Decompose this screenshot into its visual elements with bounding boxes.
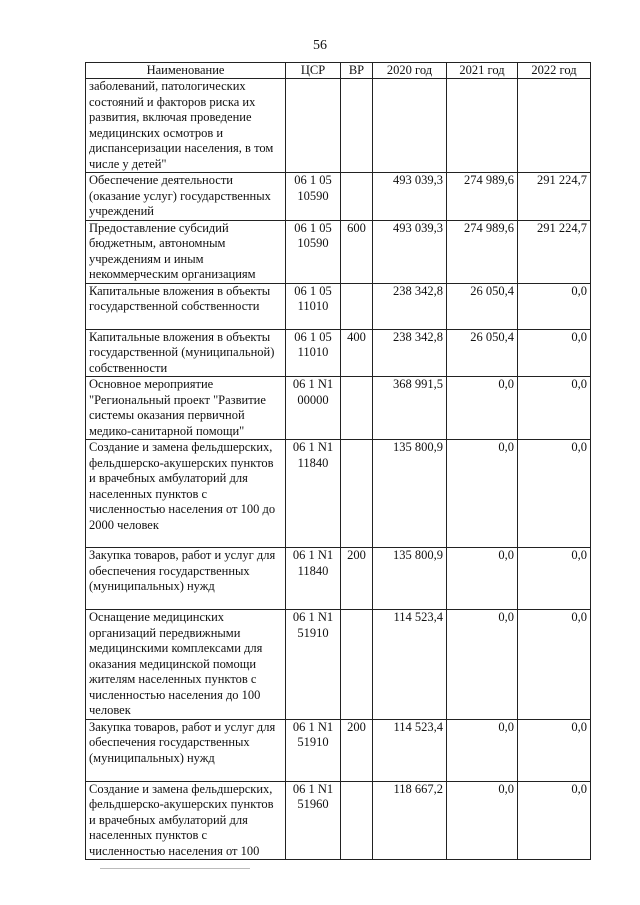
row-name: Создание и замена фельдшерских, фельдшерско-акушерских пунктов и врачебных амбулаторий для населенных пунктов с численностью населения от 100	[86, 781, 286, 860]
row-2021: 0,0	[447, 440, 518, 548]
row-vr: 200	[341, 719, 373, 781]
row-2022: 0,0	[518, 377, 591, 440]
row-2021	[447, 79, 518, 173]
row-vr	[341, 173, 373, 221]
row-vr: 600	[341, 220, 373, 283]
row-2020: 238 342,8	[373, 283, 447, 329]
row-csr: 06 1 05 11010	[286, 329, 341, 377]
row-name: Закупка товаров, работ и услуг для обеспечения государственных (муниципальных) нужд	[86, 719, 286, 781]
table-row	[86, 781, 591, 860]
row-name: Капитальные вложения в объекты государственной собственности	[86, 283, 286, 329]
row-name: Капитальные вложения в объекты государственной (муниципальной) собственности	[86, 329, 286, 377]
row-csr: 06 1 N1 51960	[286, 781, 341, 860]
row-2022	[518, 79, 591, 173]
table-row	[86, 173, 591, 221]
header-name: Наименование	[86, 63, 286, 79]
row-name: Закупка товаров, работ и услуг для обеспечения государственных (муниципальных) нужд	[86, 548, 286, 610]
row-2020: 118 667,2	[373, 781, 447, 860]
row-vr: 200	[341, 548, 373, 610]
row-vr	[341, 781, 373, 860]
header-csr: ЦСР	[286, 63, 341, 79]
header-2021: 2021 год	[447, 63, 518, 79]
table-row	[86, 610, 591, 720]
table-row	[86, 377, 591, 440]
row-name: заболеваний, патологических состояний и факторов риска их развития, включая проведение медицинских осмотров и диспансеризации населения, в том числе у детей"	[86, 79, 286, 173]
row-2022: 291 224,7	[518, 220, 591, 283]
row-2021: 26 050,4	[447, 329, 518, 377]
row-name: Создание и замена фельдшерских, фельдшерско-акушерских пунктов и врачебных амбулаторий для населенных пунктов с численностью населения от 100 до 2000 человек	[86, 440, 286, 548]
table-header-row	[86, 63, 591, 79]
row-csr: 06 1 N1 11840	[286, 440, 341, 548]
row-name: Основное мероприятие "Региональный проект "Развитие системы оказания первичной медико-санитарной помощи"	[86, 377, 286, 440]
row-vr	[341, 610, 373, 720]
header-2020: 2020 год	[373, 63, 447, 79]
row-csr: 06 1 N1 51910	[286, 610, 341, 720]
row-csr: 06 1 N1 00000	[286, 377, 341, 440]
row-2022: 0,0	[518, 329, 591, 377]
row-2020: 135 800,9	[373, 548, 447, 610]
row-vr	[341, 283, 373, 329]
row-csr: 06 1 N1 51910	[286, 719, 341, 781]
row-csr: 06 1 05 10590	[286, 220, 341, 283]
row-2021: 0,0	[447, 781, 518, 860]
page-number: 56	[313, 38, 327, 53]
row-2020: 114 523,4	[373, 719, 447, 781]
row-2021: 0,0	[447, 548, 518, 610]
table-row	[86, 329, 591, 377]
row-2021: 0,0	[447, 719, 518, 781]
table-row	[86, 283, 591, 329]
row-vr: 400	[341, 329, 373, 377]
table-row	[86, 440, 591, 548]
row-2021: 274 989,6	[447, 173, 518, 221]
bottom-divider	[100, 868, 250, 869]
row-2020: 493 039,3	[373, 173, 447, 221]
header-vr: ВР	[341, 63, 373, 79]
row-vr	[341, 377, 373, 440]
row-name: Обеспечение деятельности (оказание услуг) государственных учреждений	[86, 173, 286, 221]
row-name: Предоставление субсидий бюджетным, автономным учреждениям и иным некоммерческим организациям	[86, 220, 286, 283]
row-2020: 368 991,5	[373, 377, 447, 440]
row-2020: 493 039,3	[373, 220, 447, 283]
row-csr	[286, 79, 341, 173]
row-csr: 06 1 05 10590	[286, 173, 341, 221]
table-row	[86, 79, 591, 173]
table-row	[86, 548, 591, 610]
row-2022: 0,0	[518, 781, 591, 860]
row-2022: 291 224,7	[518, 173, 591, 221]
row-vr	[341, 79, 373, 173]
row-2021: 0,0	[447, 610, 518, 720]
row-2022: 0,0	[518, 719, 591, 781]
row-2021: 26 050,4	[447, 283, 518, 329]
row-csr: 06 1 05 11010	[286, 283, 341, 329]
row-vr	[341, 440, 373, 548]
row-2022: 0,0	[518, 283, 591, 329]
row-2020: 114 523,4	[373, 610, 447, 720]
row-2022: 0,0	[518, 548, 591, 610]
row-2020: 135 800,9	[373, 440, 447, 548]
row-2021: 0,0	[447, 377, 518, 440]
row-2020	[373, 79, 447, 173]
row-2022: 0,0	[518, 610, 591, 720]
row-2022: 0,0	[518, 440, 591, 548]
row-name: Оснащение медицинских организаций передвижными медицинскими комплексами для оказания медицинской помощи жителям населенных пунктов с численностью населения до 100 человек	[86, 610, 286, 720]
table-body	[86, 79, 591, 860]
row-2021: 274 989,6	[447, 220, 518, 283]
budget-table	[85, 62, 591, 860]
row-2020: 238 342,8	[373, 329, 447, 377]
table-row	[86, 719, 591, 781]
table-row	[86, 220, 591, 283]
header-2022: 2022 год	[518, 63, 591, 79]
row-csr: 06 1 N1 11840	[286, 548, 341, 610]
